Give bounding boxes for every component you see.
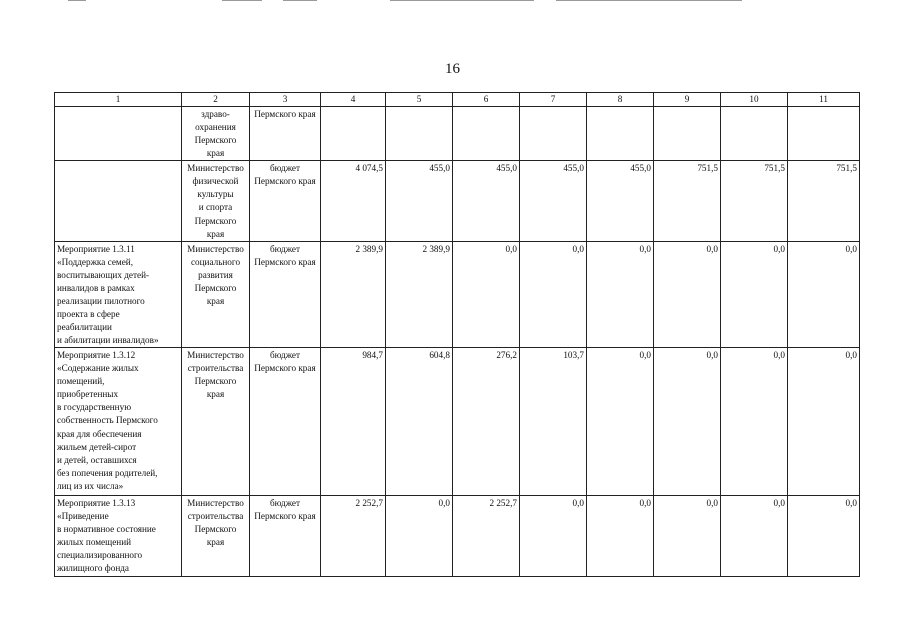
value-cell — [321, 107, 386, 161]
scan-artifact-line — [556, 0, 742, 1]
measure-cell-line: «Приведение — [57, 511, 109, 522]
measure-cell-line: инвалидов в рамках — [57, 282, 135, 293]
value-cell: 2 389,9 — [321, 241, 386, 348]
measure-cell-line: в нормативное состояние — [57, 524, 156, 535]
value-cell: 0,0 — [587, 348, 654, 496]
executor-cell-line: и спорта — [198, 202, 233, 213]
value-cell: 0,0 — [654, 496, 721, 576]
executor-cell-line: строительства — [187, 511, 244, 522]
value-cell: 2 389,9 — [386, 241, 453, 348]
value-cell: 984,7 — [321, 348, 386, 496]
executor-cell-line: Министерство — [187, 350, 244, 361]
measure-cell-line: реализации пилотного — [57, 295, 145, 306]
value-cell: 751,5 — [788, 161, 860, 241]
measure-cell — [55, 161, 182, 241]
value-cell — [788, 107, 860, 161]
column-number: 3 — [250, 93, 321, 107]
measure-cell-line: жильем детей-сирот — [57, 441, 137, 452]
value-cell — [721, 107, 788, 161]
column-number: 4 — [321, 93, 386, 107]
value-cell — [386, 107, 453, 161]
column-number: 6 — [453, 93, 520, 107]
value-cell: 0,0 — [788, 348, 860, 496]
measure-cell-line: помещений, — [57, 376, 105, 387]
measure-cell-line: Мероприятие 1.3.12 — [57, 350, 136, 361]
column-number: 7 — [520, 93, 587, 107]
value-cell: 0,0 — [654, 348, 721, 496]
measure-cell-line: собственность Пермского — [57, 415, 158, 426]
value-cell: 0,0 — [587, 496, 654, 576]
measure-cell-line: воспитывающих детей- — [57, 269, 150, 280]
executor-cell-line: культуры — [197, 189, 234, 200]
measure-cell-line: Мероприятие 1.3.11 — [57, 243, 135, 254]
executor-cell — [182, 107, 250, 161]
funding-source-cell — [250, 496, 321, 576]
value-cell — [654, 107, 721, 161]
table-row — [55, 496, 860, 576]
value-cell: 751,5 — [654, 161, 721, 241]
column-number: 8 — [587, 93, 654, 107]
budget-table — [54, 92, 860, 577]
value-cell: 604,8 — [386, 348, 453, 496]
scan-artifact-line — [283, 0, 317, 1]
value-cell: 455,0 — [453, 161, 520, 241]
table-row — [55, 348, 860, 496]
executor-cell-line: Пермского — [194, 215, 237, 226]
executor-cell-line: Министерство — [187, 498, 244, 509]
page-number: 16 — [445, 61, 460, 77]
measure-cell-line: «Содержание жилых — [57, 363, 139, 374]
executor-cell-line: Пермского — [194, 282, 237, 293]
value-cell: 0,0 — [721, 348, 788, 496]
measure-cell-line: специализированного — [57, 550, 143, 561]
table-row — [55, 161, 860, 241]
executor-cell-line: здраво- — [201, 109, 230, 119]
column-number: 5 — [386, 93, 453, 107]
value-cell — [587, 107, 654, 161]
value-cell: 0,0 — [520, 496, 587, 576]
executor-cell — [182, 496, 250, 576]
value-cell: 4 074,5 — [321, 161, 386, 241]
value-cell: 0,0 — [721, 241, 788, 348]
executor-cell-line: края — [206, 295, 225, 306]
value-cell: 0,0 — [520, 241, 587, 348]
measure-cell — [55, 241, 182, 348]
value-cell: 276,2 — [453, 348, 520, 496]
executor-cell-line: края — [206, 148, 225, 159]
value-cell: 0,0 — [453, 241, 520, 348]
funding-source-cell-line: бюджет — [269, 350, 301, 361]
funding-source-cell — [250, 348, 321, 496]
funding-source-cell — [250, 107, 321, 161]
executor-cell — [182, 161, 250, 241]
value-cell: 0,0 — [654, 241, 721, 348]
executor-cell-line: края — [206, 537, 225, 548]
measure-cell-line: «Поддержка семей, — [57, 256, 133, 267]
value-cell: 0,0 — [386, 496, 453, 576]
scan-artifact-line — [390, 0, 534, 1]
funding-source-cell-line: Пермского края — [254, 109, 316, 119]
value-cell: 0,0 — [587, 241, 654, 348]
measure-cell-line: лиц из их числа» — [57, 480, 124, 491]
executor-cell-line: края — [206, 389, 225, 400]
measure-cell-line: жилищного фонда — [57, 563, 129, 574]
value-cell: 751,5 — [721, 161, 788, 241]
column-number-row — [55, 93, 860, 107]
measure-cell-line: жилых помещений — [57, 537, 132, 548]
value-cell: 0,0 — [788, 496, 860, 576]
value-cell: 0,0 — [788, 241, 860, 348]
executor-cell-line: строительства — [187, 363, 244, 374]
value-cell: 2 252,7 — [321, 496, 386, 576]
measure-cell-line: Мероприятие 1.3.13 — [57, 498, 136, 509]
funding-source-cell — [250, 241, 321, 348]
column-number: 11 — [788, 93, 860, 107]
measure-cell — [55, 107, 182, 161]
measure-cell — [55, 348, 182, 496]
executor-cell-line: Пермского — [194, 376, 237, 387]
table-row — [55, 107, 860, 161]
column-number: 9 — [654, 93, 721, 107]
column-number: 2 — [182, 93, 250, 107]
measure-cell-line: реабилитации — [57, 322, 112, 332]
executor-cell-line: края — [206, 228, 225, 239]
executor-cell-line: физической — [192, 176, 239, 187]
measure-cell-line: в государственную — [57, 402, 132, 413]
value-cell: 455,0 — [587, 161, 654, 241]
value-cell — [520, 107, 587, 161]
column-number: 10 — [721, 93, 788, 107]
funding-source-cell-line: Пермского края — [254, 511, 316, 522]
value-cell: 455,0 — [386, 161, 453, 241]
value-cell — [453, 107, 520, 161]
value-cell: 0,0 — [721, 496, 788, 576]
measure-cell-line: без попечения родителей, — [57, 467, 158, 478]
measure-cell-line: края для обеспечения — [57, 428, 142, 439]
measure-cell-line: и абилитации инвалидов» — [57, 335, 159, 346]
scan-artifact-line — [68, 0, 86, 1]
measure-cell-line: проекта в сфере — [57, 308, 120, 319]
table-row — [55, 241, 860, 348]
funding-source-cell-line: бюджет — [269, 243, 301, 254]
executor-cell — [182, 241, 250, 348]
column-number: 1 — [55, 93, 182, 107]
funding-source-cell-line: Пермского края — [254, 176, 316, 187]
value-cell: 2 252,7 — [453, 496, 520, 576]
measure-cell-line: и детей, оставшихся — [57, 454, 137, 465]
value-cell: 103,7 — [520, 348, 587, 496]
measure-cell-line: приобретенных — [57, 389, 119, 400]
funding-source-cell-line: бюджет — [269, 498, 301, 509]
executor-cell-line: Пермского — [194, 135, 237, 146]
measure-cell — [55, 496, 182, 576]
executor-cell-line: развития — [198, 269, 233, 280]
scan-artifact-line — [222, 0, 262, 1]
funding-source-cell — [250, 161, 321, 241]
executor-cell-line: Пермского — [194, 524, 237, 535]
executor-cell-line: Министерство — [187, 163, 244, 174]
funding-source-cell-line: Пермского края — [254, 363, 316, 374]
executor-cell-line: Министерство — [187, 243, 244, 254]
funding-source-cell-line: бюджет — [269, 163, 301, 174]
value-cell: 455,0 — [520, 161, 587, 241]
executor-cell — [182, 348, 250, 496]
executor-cell-line: охранения — [195, 122, 236, 133]
funding-source-cell-line: Пермского края — [254, 256, 316, 267]
executor-cell-line: социального — [190, 256, 241, 267]
